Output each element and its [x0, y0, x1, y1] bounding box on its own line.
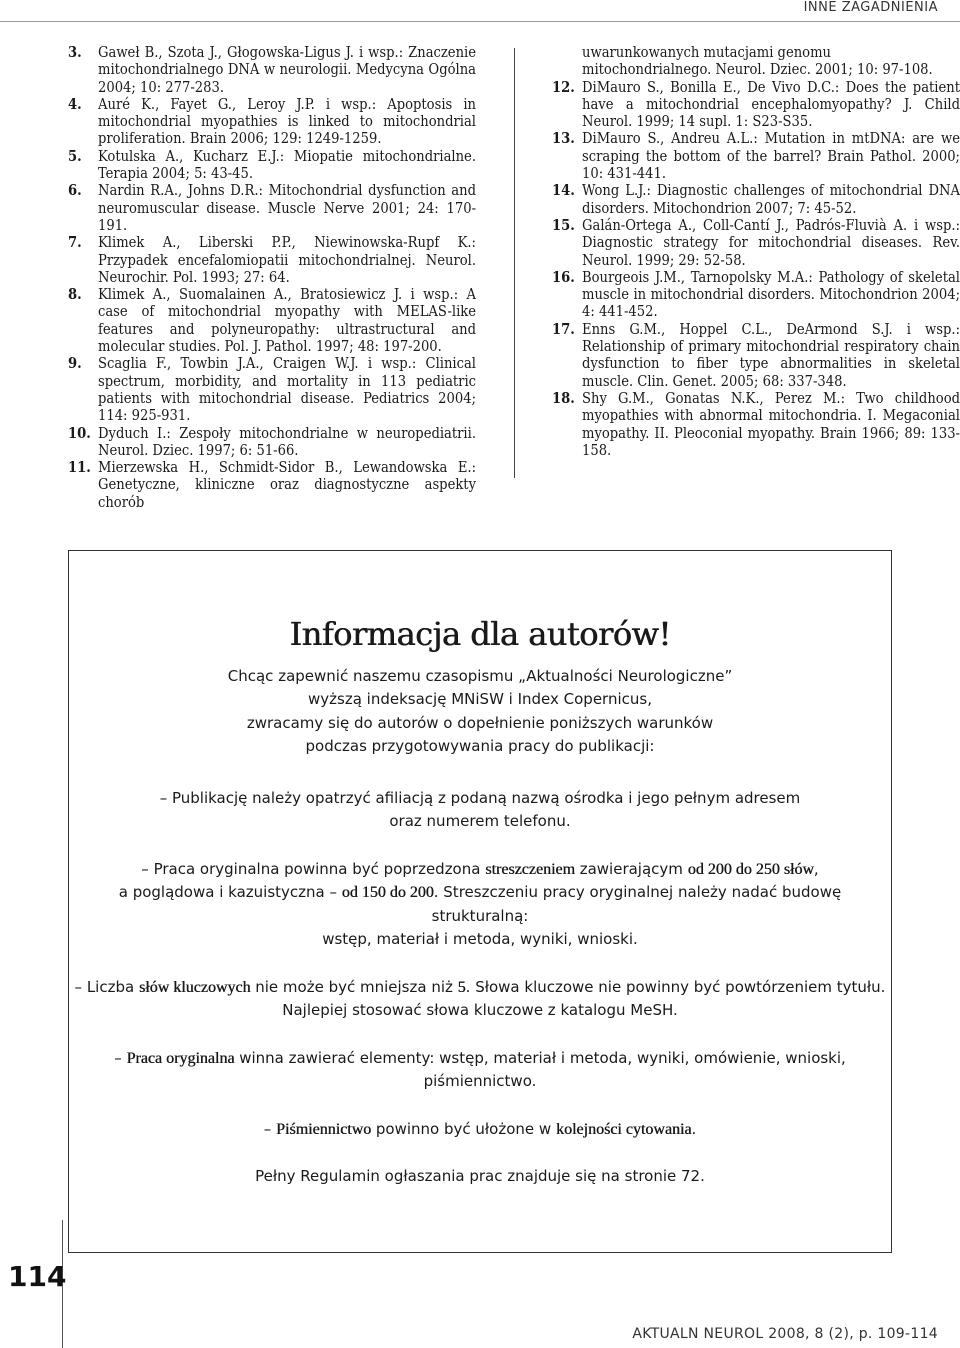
- reference-number: 6.: [68, 182, 82, 200]
- reference-text: DiMauro S., Andreu A.L.: Mutation in mtDNA: are we scraping the bottom of the barrel? Brain Pathol. 2000; 10: 431-441.: [582, 130, 960, 183]
- reference-item: [552, 217, 960, 269]
- reference-item: [552, 321, 960, 390]
- reference-number: 13.: [552, 130, 575, 148]
- reference-text: Galán-Ortega A., Coll-Cantí J., Padrós-Fluvià A. i wsp.: Diagnostic strategy for mitochondrial diseases. Rev. Neurol. 1999; 29: 52-58.: [582, 216, 960, 269]
- reference-item: [68, 234, 476, 286]
- reference-item: [68, 459, 476, 511]
- reference-number: 16.: [552, 268, 575, 286]
- reference-item: [552, 269, 960, 321]
- reference-text: Gaweł B., Szota J., Głogowska-Ligus J. i wsp.: Znaczenie mitochondrialnego DNA w neurologii. Medycyna Ogólna 2004; 10: 277-283.: [98, 44, 476, 96]
- reference-number: 3.: [68, 44, 82, 61]
- reference-text: Klimek A., Liberski P.P., Niewinowska-Rupf K.: Przypadek encefalomiopatii mitochondrialnej. Neurol. Neurochir. Pol. 1993; 27: 64.: [98, 234, 476, 286]
- reference-text: Nardin R.A., Johns D.R.: Mitochondrial dysfunction and neuromuscular disease. Muscle Nerve 2001; 24: 170-191.: [98, 182, 476, 234]
- info-affiliation: – Publikację należy opatrzyć afiliacją z podaną nazwą ośrodka i jego pełnym adresem oraz numerem telefonu.: [159, 788, 801, 830]
- reference-item: [552, 390, 960, 459]
- reference-text: Wong L.J.: Diagnostic challenges of mitochondrial DNA disorders. Mitochondrion 2007; 7: 45-52.: [582, 182, 960, 217]
- reference-text: Enns G.M., Hoppel C.L., DeArmond S.J. i wsp.: Relationship of primary mitochondrial respiratory chain dysfunction to fiber type abnormalities in skeletal muscle. Clin. Genet. 2005; 68: 337-348.: [582, 320, 960, 390]
- info-keywords: – Liczba słów kluczowych nie może być mniejsza niż 5. Słowa kluczowe nie powinny być powtórzeniem tytułu. Najlepiej stosować słowa kluczowe z katalogu MeSH.: [74, 977, 886, 1019]
- reference-item: [552, 182, 960, 217]
- section-header: INNE ZAGADNIENIA: [803, 0, 938, 15]
- journal-footer: AKTUALN NEUROL 2008, 8 (2), p. 109-114: [632, 1326, 938, 1342]
- reference-text: Auré K., Fayet G., Leroy J.P. i wsp.: Apoptosis in mitochondrial myopathies is linked to mitochondrial proliferation. Brain 2006; 129: 1249-1259.: [98, 95, 476, 148]
- page-number: 114: [8, 1260, 67, 1293]
- column-divider: [514, 48, 515, 478]
- reference-number: 10.: [68, 424, 91, 442]
- reference-item: [68, 425, 476, 460]
- reference-text: Klimek A., Suomalainen A., Bratosiewicz J. i wsp.: A case of mitochondrial myopathy with MELAS-like features and polyneuropathy: ultrastructural and molecular studies. Pol. J. Pathol. 1997; 48: 197-200.: [98, 286, 476, 356]
- reference-item: [68, 148, 476, 183]
- references-right-list: [552, 79, 960, 460]
- reference-item: [552, 130, 960, 182]
- reference-item: [68, 286, 476, 355]
- reference-item: [68, 44, 476, 96]
- reference-text: uwarunkowanych mutacjami genomu mitochondrialnego. Neurol. Dziec. 2001; 10: 97-108.: [582, 44, 933, 79]
- info-structure: – Praca oryginalna winna zawierać elementy: wstęp, materiał i metoda, wyniki, omówienie, wnioski, piśmiennictwo.: [114, 1048, 846, 1090]
- reference-number: 8.: [68, 286, 82, 304]
- reference-item: [68, 355, 476, 424]
- reference-continuation: [552, 44, 960, 79]
- authors-info-box: [68, 550, 892, 1253]
- info-regulations: Pełny Regulamin ogłaszania prac znajduje się na stronie 72.: [255, 1167, 705, 1185]
- reference-text: Kotulska A., Kucharz E.J.: Miopatie mitochondrialne. Terapia 2004; 5: 43-45.: [98, 147, 476, 183]
- reference-text: Mierzewska H., Schmidt-Sidor B., Lewandowska E.: Genetyczne, kliniczne oraz diagnostyczne aspekty chorób: [98, 459, 476, 511]
- reference-number: 4.: [68, 95, 82, 113]
- reference-item: [68, 182, 476, 234]
- info-intro: Chcąc zapewnić naszemu czasopismu „Aktualności Neurologiczne” wyższą indeksację MNiSW i Index Copernicus, zwracamy się do autorów o dopełnienie poniższych warunków podczas przygotowywania pracy do publikacji:: [227, 666, 733, 755]
- reference-number: 12.: [552, 78, 575, 96]
- reference-number: 5.: [68, 147, 82, 165]
- reference-text: Bourgeois J.M., Tarnopolsky M.A.: Pathology of skeletal muscle in mitochondrial disorders. Mitochondrion 2004; 4: 441-452.: [582, 268, 960, 321]
- reference-text: Shy G.M., Gonatas N.K., Perez M.: Two childhood myopathies with abnormal mitochondria. I. Megaconial myopathy. II. Pleoconial myopathy. Brain 1966; 89: 133-158.: [582, 389, 960, 459]
- reference-number: 18.: [552, 389, 575, 407]
- reference-number: 15.: [552, 216, 575, 234]
- reference-item: [68, 96, 476, 148]
- info-abstract: – Praca oryginalna powinna być poprzedzona streszczeniem zawierającym od 200 do 250 słów, a poglądowa i kazuistyczna – od 150 do 200. Streszczeniu pracy oryginalnej należy nadać budowę strukturalną: wstęp, materiał i metoda, wyniki, wnioski.: [118, 859, 842, 948]
- reference-text: Scaglia F., Towbin J.A., Craigen W.J. i wsp.: Clinical spectrum, morbidity, and mortality in 113 pediatric patients with mitochondrial disease. Pediatrics 2004; 114: 925-931.: [98, 355, 476, 425]
- reference-number: 17.: [552, 320, 575, 338]
- reference-item: [552, 79, 960, 131]
- reference-text: Dyduch I.: Zespoły mitochondrialne w neuropediatrii. Neurol. Dziec. 1997; 6: 51-66.: [98, 424, 476, 459]
- reference-number: 14.: [552, 182, 575, 200]
- info-title: Informacja dla autorów!: [289, 615, 671, 653]
- reference-number: 11.: [68, 459, 91, 477]
- reference-number: 7.: [68, 234, 82, 252]
- header-rule: [0, 21, 960, 22]
- reference-text: DiMauro S., Bonilla E., De Vivo D.C.: Does the patient have a mitochondrial encephalomyopathy? J. Child Neurol. 1999; 14 supl. 1: S23-S35.: [582, 78, 960, 131]
- info-references: – Piśmiennictwo powinno być ułożone w kolejności cytowania.: [263, 1119, 697, 1138]
- references-left-column: [68, 44, 476, 511]
- references-right-column: [552, 44, 960, 459]
- reference-number: 9.: [68, 355, 82, 373]
